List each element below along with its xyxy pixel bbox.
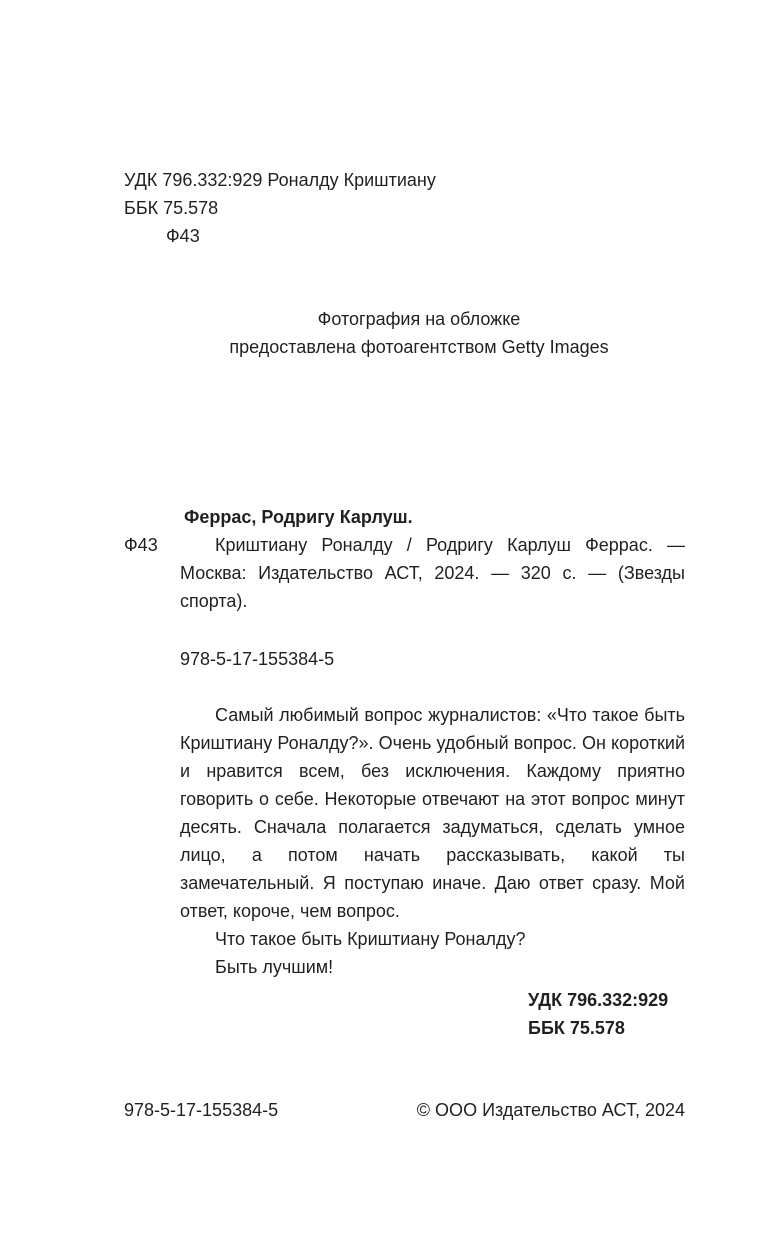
photo-credit — [0, 305, 768, 361]
copyright: © ООО Издательство АСТ, 2024 — [416, 1100, 685, 1120]
annotation — [180, 701, 685, 981]
bbk-classification: ББК 75.578 — [124, 198, 219, 218]
classification-codes — [528, 986, 668, 1042]
bibliographic-description — [180, 531, 685, 615]
annotation-paragraph-2: Что такое быть Криштиану Роналду? — [215, 929, 526, 949]
annotation-paragraph-3: Быть лучшим! — [215, 957, 334, 977]
entry-author: Феррас, Родригу Карлуш. — [184, 507, 413, 527]
annotation-paragraph-1: Самый любимый вопрос журналистов: «Что такое быть Криштиану Роналду?». Очень удобный вопрос. Он короткий и нравится всем, без исключения. Каждому приятно говорить о себе. Некоторые отвечают на этот вопрос минут десять. Сначала полагается задуматься, сделать умное лицо, а потом начать рассказывать, какой ты замечательный. Я поступаю иначе. Даю ответ сразу. Мой ответ, короче, чем вопрос. — [180, 705, 685, 921]
bbk-code: ББК 75.578 — [528, 1018, 625, 1038]
footer-isbn: 978-5-17-155384-5 — [124, 1100, 279, 1120]
entry-author-sign: Ф43 — [124, 535, 158, 555]
udk-classification: УДК 796.332:929 Роналду Криштиану — [124, 170, 436, 190]
classification-block — [124, 166, 436, 250]
photo-credit-line-2: предоставлена фотоагентством Getty Images — [229, 337, 609, 357]
bibliographic-description-text: Криштиану Роналду / Родригу Карлуш Феррас. — Москва: Издательство АСТ, 2024. — 320 с. — (Звезды спорта). — [180, 535, 685, 611]
isbn: 978-5-17-155384-5 — [180, 649, 335, 669]
author-sign: Ф43 — [166, 226, 200, 246]
udk-code: УДК 796.332:929 — [528, 990, 669, 1010]
photo-credit-line-1: Фотография на обложке — [317, 309, 521, 329]
